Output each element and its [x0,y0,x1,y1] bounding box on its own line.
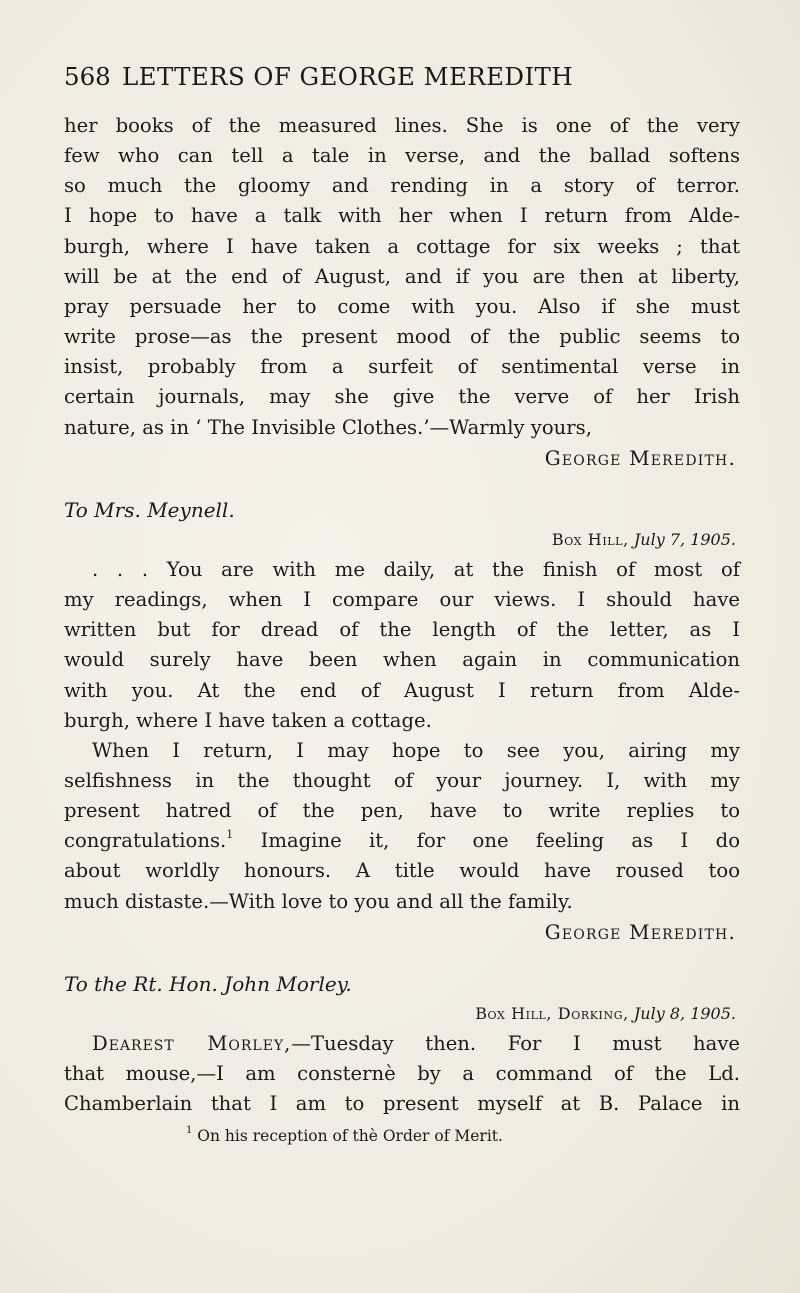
text-line: insist, probably from a surfeit of sentimental verse in [64,355,740,379]
running-title: LETTERS OF GEORGE MEREDITH [122,62,574,91]
text-line: few who can tell a tale in verse, and the ballad softens [64,144,740,168]
letter-2-signature: George Meredith. [544,919,736,944]
footnote-reference: 1 [226,827,234,841]
text-line [64,1029,740,1059]
letter-1-signature: George Meredith. [544,445,736,470]
footnote-marker: 1 [186,1125,193,1137]
text-line: present hatred of the pen, have to write replies to [64,799,740,823]
text-fragment: —Tuesday then. For I must have [291,1031,740,1055]
footnote-text: On his reception of thè Order of Merit. [192,1127,503,1146]
text-line: selfishness in the thought of your journey. I, with my [64,768,740,792]
text-line: certain journals, may she give the verve of her Irish [64,385,740,409]
letter-3-date-place: Box Hill, Dorking, [475,1003,629,1023]
text-line: Chamberlain that I am to present myself at B. Palace in [64,1092,740,1116]
text-line: would surely have been when again in communication [64,648,740,672]
running-head [64,62,740,102]
text-line: with you. At the end of August I return from Alde- [64,678,740,702]
text-line: so much the gloomy and rending in a story of terror. [64,174,740,198]
text-line: write prose—as the present mood of the public seems to [64,325,740,349]
text-line: burgh, where I have taken a cottage. [64,708,432,732]
text-column [64,62,740,1149]
text-line: burgh, where I have taken a cottage for six weeks ; that [64,234,740,258]
page-number: 568 [64,62,111,91]
salutation: Dearest Morley, [92,1031,292,1055]
text-line: written but for dread of the length of the letter, as I [64,618,740,642]
text-fragment: congratulations. [64,829,227,853]
letter-3-dateline [64,999,740,1029]
letter-2-addressee: To Mrs. Meynell. [64,497,235,522]
letter-3-addressee: To the Rt. Hon. John Morley. [64,971,352,996]
text-line: I hope to have a talk with her when I return from Alde- [64,204,740,228]
text-line: about worldly honours. A title would have roused too [64,859,740,883]
text-line: . . . You are with me daily, at the finish of most of [92,557,740,581]
text-line: nature, as in ‘ The Invisible Clothes.’—Warmly yours, [64,415,592,439]
text-fragment: Imagine it, for one feeling as I do [233,829,740,853]
letter-3-body [64,1029,740,1119]
letter-2-dateline [64,525,740,555]
footnote [64,1123,740,1149]
letter-3-date: July 8, 1905. [633,1003,736,1023]
letter-2-body [64,555,740,917]
text-line: will be at the end of August, and if you are then at liberty, [64,264,740,288]
letter-2-date: July 7, 1905. [633,529,736,549]
text-line: that mouse,—I am consternè by a command of the Ld. [64,1062,740,1086]
letter-2-date-place: Box Hill, [551,529,629,549]
text-line: my readings, when I compare our views. I should have [64,588,740,612]
text-line-with-footnote [64,826,740,856]
letter-1-body [64,111,740,443]
text-line: When I return, I may hope to see you, airing my [92,738,740,762]
text-line: much distaste.—With love to you and all the family. [64,889,573,913]
text-line: her books of the measured lines. She is one of the very [64,114,740,137]
text-line: pray persuade her to come with you. Also if she must [64,294,740,318]
